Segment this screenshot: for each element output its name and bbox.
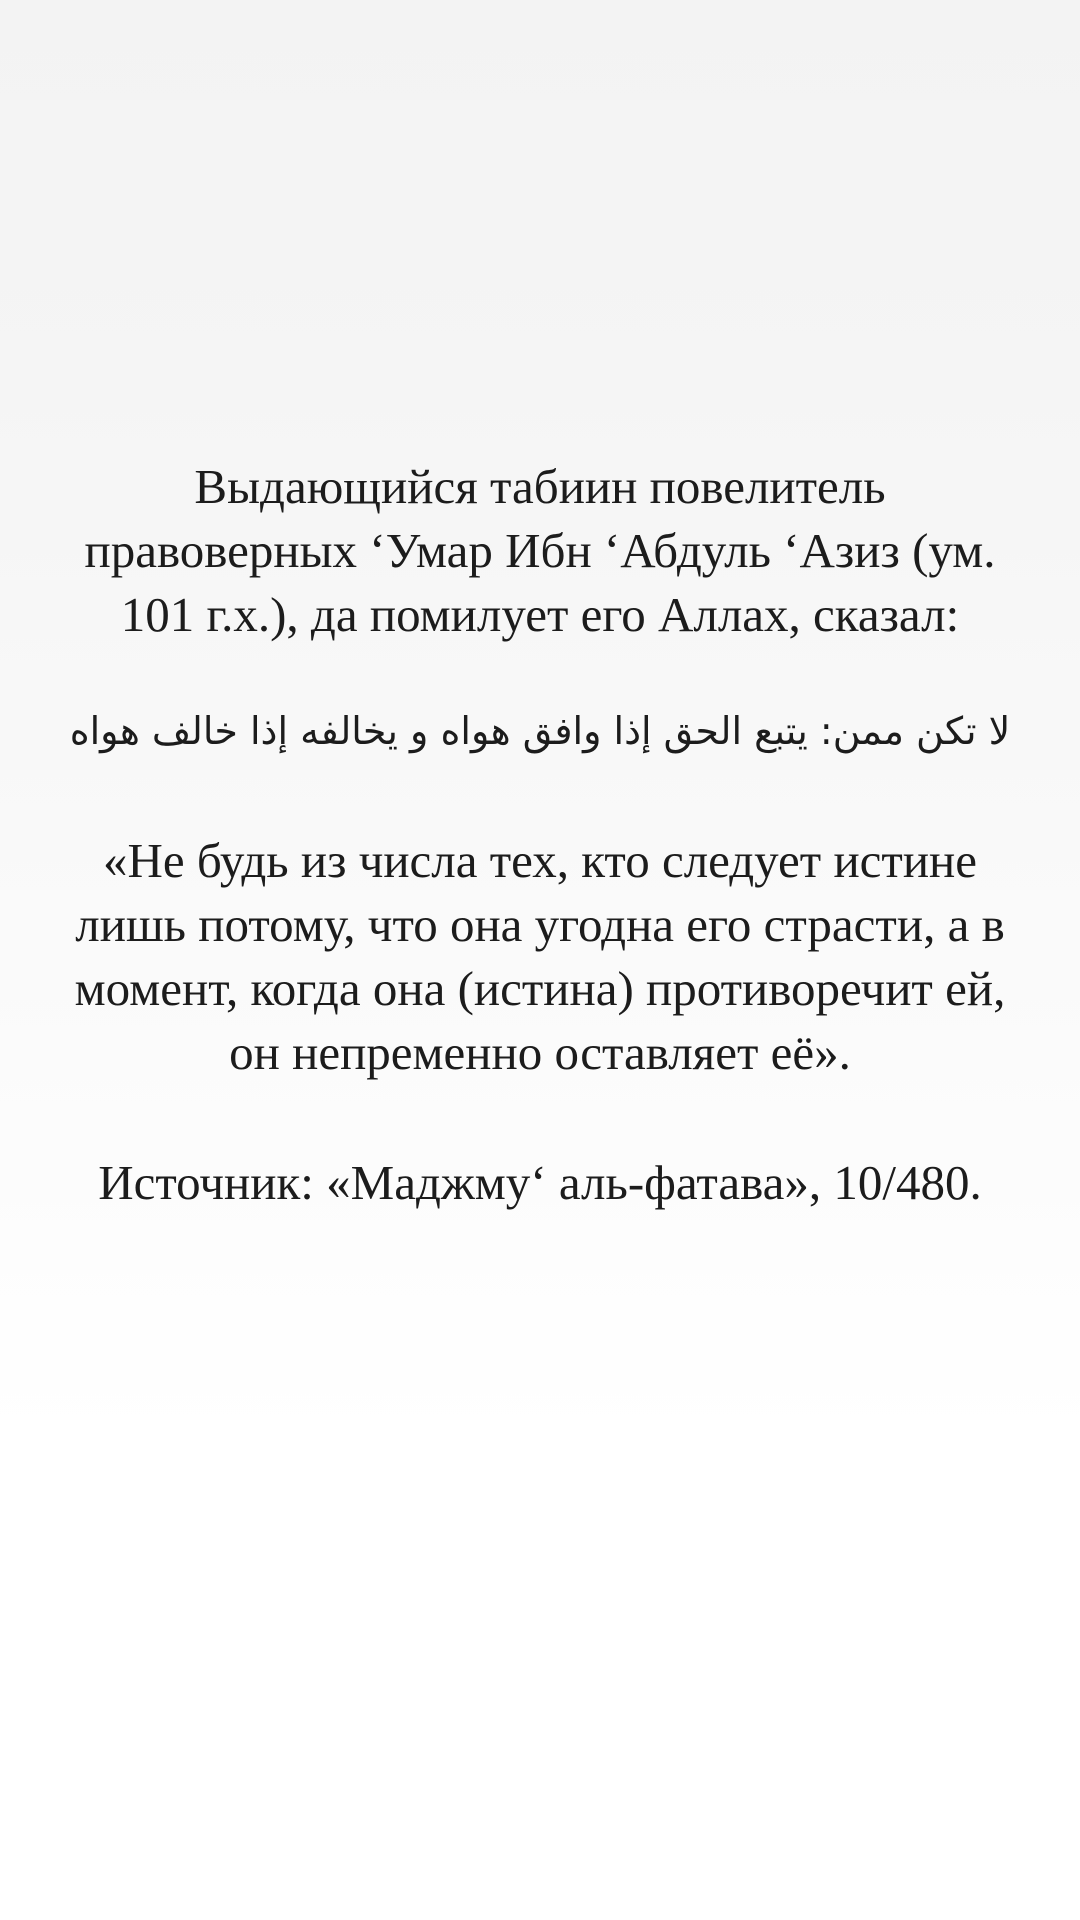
intro-text: Выдающийся табиин повелитель правоверных ‘Умар Ибн ‘Абдуль ‘Азиз (ум. 101 г.х.), да помилует его Аллах, сказал: — [84, 459, 996, 642]
arabic-quote: لا تكن ممن: يتبع الحق إذا وافق هواه و يخالفه إذا خالف هواه — [69, 709, 1011, 753]
post-text-block — [60, 455, 1020, 1215]
translation-quote: «Не будь из числа тех, кто следует истине лишь потому, что она угодна его страсти, а в момент, когда она (истина) противоречит ей, он непременно оставляет её». — [74, 833, 1006, 1080]
source-citation: Источник: «Маджму‘ аль-фатава», 10/480. — [98, 1155, 982, 1210]
